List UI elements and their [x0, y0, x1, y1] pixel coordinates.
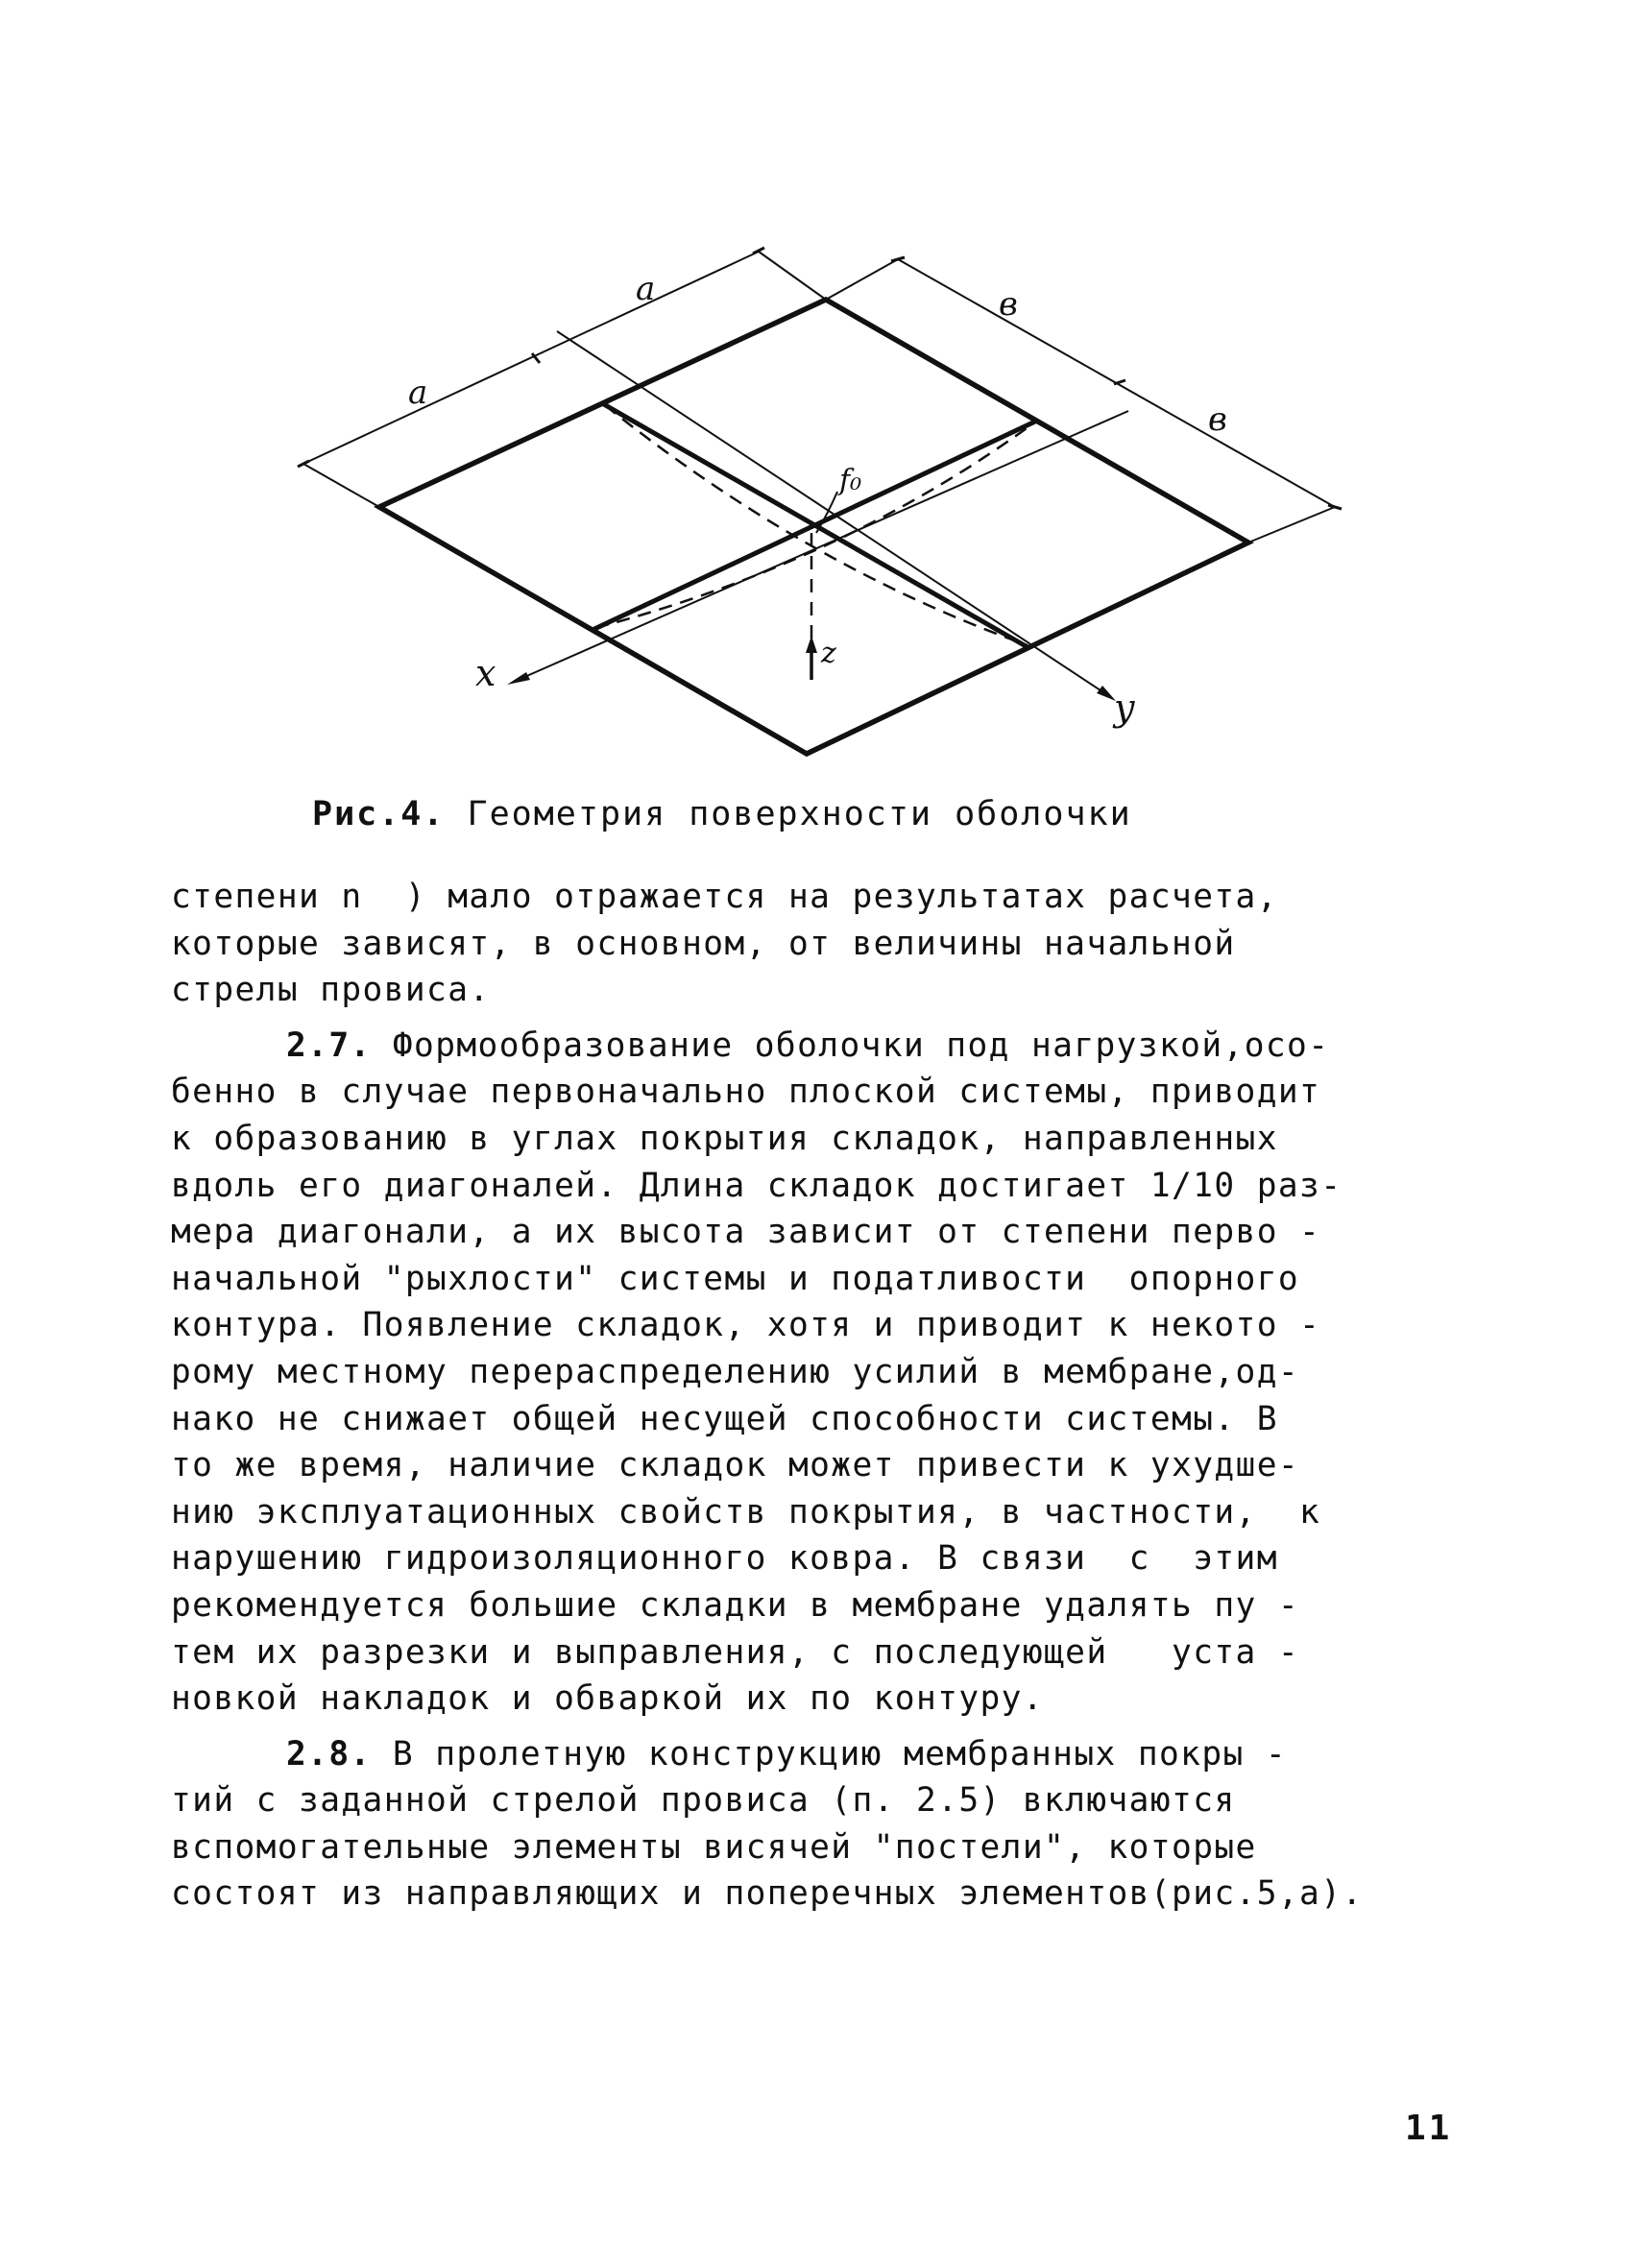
text-line: к образованию в углах покрытия складок, направленных — [171, 1119, 1278, 1158]
text-line: которые зависят, в основном, от величины начальной — [171, 924, 1236, 963]
text-line: вдоль его диагоналей. Длина складок достигает 1/10 раз- — [171, 1166, 1343, 1205]
label-axis-z: z — [821, 637, 836, 670]
text-line: нако не снижает общей несущей способности системы. В — [171, 1399, 1278, 1438]
label-axis-x: x — [475, 652, 496, 694]
text-line: рекомендуется большие складки в мембране удалять пу - — [171, 1585, 1300, 1625]
axis-y-arrow — [1097, 686, 1116, 701]
label-axis-y: y — [1114, 687, 1135, 729]
caption-text: Геометрия поверхности оболочки — [467, 795, 1132, 833]
midline-y — [593, 421, 1037, 630]
dim-tick-b2 — [1114, 380, 1125, 384]
text-line: нарушению гидроизоляционного ковра. В связи с этим — [171, 1539, 1278, 1579]
sag-leader — [816, 492, 837, 533]
paragraph-continuation — [171, 874, 1477, 1014]
text-line: рому местному перераспределению усилий в мембране,од- — [171, 1352, 1300, 1391]
text-line: начальной "рыхлости" системы и податливости опорного — [171, 1259, 1300, 1298]
text-line: нию эксплуатационных свойств покрытия, в частности, к — [171, 1492, 1321, 1532]
label-sag: f₀ — [839, 464, 862, 497]
label-b-top: в — [999, 285, 1018, 324]
caption-number: Рис.4. — [312, 795, 446, 833]
text-line: новкой накладок и обваркой их по контуру. — [171, 1679, 1045, 1719]
ext-a3 — [759, 252, 826, 300]
text-line: бенно в случае первоначально плоской системы, приводит — [171, 1073, 1321, 1112]
text-line: состоят из направляющих и поперечных элементов(рис.5,а). — [171, 1874, 1364, 1914]
label-b-right: в — [1208, 400, 1227, 439]
paragraph-2-8 — [171, 1731, 1477, 1918]
label-a-left: a — [408, 374, 428, 412]
axis-x-arrow — [507, 672, 530, 685]
body-text — [171, 874, 1477, 1918]
figure-caption — [312, 795, 1132, 833]
text-line: контура. Появление складок, хотя и приводит к некото - — [171, 1306, 1321, 1345]
text-line: мера диагонали, а их высота зависит от степени перво - — [171, 1213, 1321, 1252]
ext-b1 — [826, 259, 898, 300]
ext-a1 — [303, 464, 379, 507]
page-number: 11 — [1405, 2109, 1453, 2148]
text-line: 2.8. В пролетную конструкцию мембранных покры - — [286, 1734, 1288, 1773]
text-line: то же время, наличие складок может привести к ухудше- — [171, 1446, 1300, 1485]
z-axis-arrowhead — [806, 636, 817, 653]
paragraph-2-7 — [171, 1023, 1477, 1723]
text-line: степени n ) мало отражается на результатах расчета, — [171, 878, 1278, 916]
text-line: тем их разрезки и выправления, с последующей уста - — [171, 1632, 1300, 1672]
dim-line-a — [303, 252, 759, 464]
label-a-top: a — [636, 270, 656, 308]
section-number: 2.8. — [286, 1734, 372, 1773]
text-line: тий с заданной стрелой провиса (п. 2.5) включаются — [171, 1781, 1236, 1821]
text-line: 2.7. Формообразование оболочки под нагрузкой,осо- — [286, 1025, 1330, 1065]
ext-b3 — [1248, 507, 1335, 543]
shell-geometry-figure — [0, 0, 1645, 797]
text-line: вспомогательные элементы висячей "постели", которые — [171, 1827, 1257, 1867]
section-number: 2.7. — [286, 1025, 372, 1065]
text-line: стрелы провиса. — [171, 971, 491, 1010]
